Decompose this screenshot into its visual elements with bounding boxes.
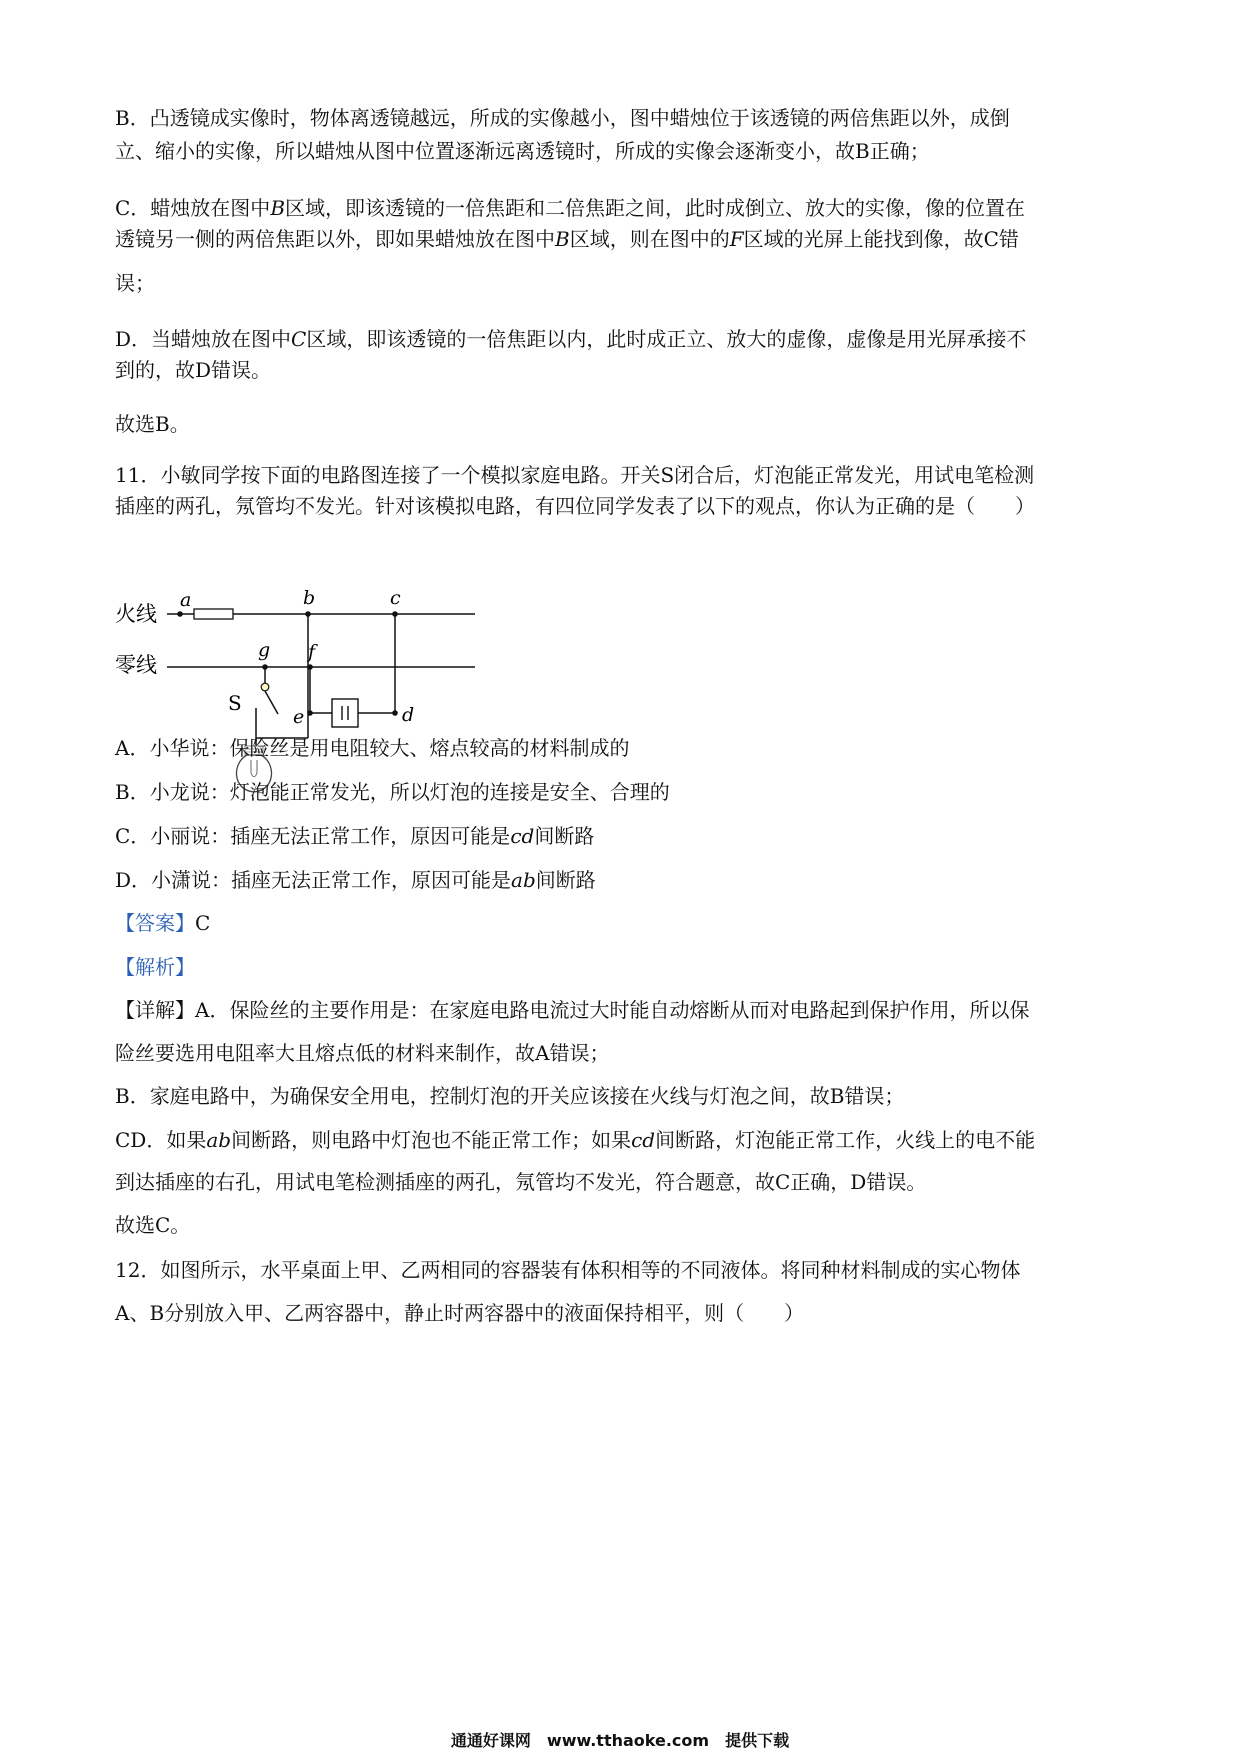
point-e-label: e [293, 706, 305, 728]
detail-line-1: 【详解】A．保险丝的主要作用是：在家庭电路电流过大时能自动熔断从而对电路起到保护作用，所以保 [115, 998, 1030, 1022]
paragraph: 故选B。 [115, 412, 190, 436]
point-f-label: f [308, 641, 316, 663]
paragraph: 到的，故D错误。 [115, 358, 272, 382]
socket [332, 699, 358, 727]
analysis-heading: 【解析】 [115, 955, 195, 979]
paragraph: C．蜡烛放在图中B区域，即该透镜的一倍焦距和二倍焦距之间，此时成倒立、放大的实像，像的位置在 [115, 196, 1026, 220]
point-d-label: d [402, 704, 415, 726]
answer: 【答案】C [115, 911, 211, 935]
option-c: C．小丽说：插座无法正常工作，原因可能是cd间断路 [115, 824, 595, 848]
detail-line-6: 故选C。 [115, 1213, 191, 1237]
footer-source: 通通好课网 www.tthaoke.com 提供下载 [450, 1731, 790, 1750]
question-12-line-2: A、B分别放入甲、乙两容器中，静止时两容器中的液面保持相平，则（ ） [115, 1301, 805, 1325]
detail-line-3: B．家庭电路中，为确保安全用电，控制灯泡的开关应该接在火线与灯泡之间，故B错误； [115, 1084, 905, 1108]
switch-pivot [261, 683, 269, 691]
detail-line-4: CD．如果ab间断路，则电路中灯泡也不能正常工作；如果cd间断路，灯泡能正常工作，火线上的电不能 [115, 1128, 1036, 1152]
option-b: B．小龙说：灯泡能正常发光，所以灯泡的连接是安全、合理的 [115, 780, 670, 804]
paragraph: D．当蜡烛放在图中C区域，即该透镜的一倍焦距以内，此时成正立、放大的虚像，虚像是用光屏承接不 [115, 327, 1027, 351]
switch-label: S [228, 691, 242, 715]
option-a: A．小华说：保险丝是用电阻较大、熔点较高的材料制成的 [115, 736, 630, 760]
detail-line-2: 险丝要选用电阻率大且熔点低的材料来制作，故A错误； [115, 1041, 610, 1065]
point-d-dot [392, 710, 398, 716]
paragraph: 立、缩小的实像，所以蜡烛从图中位置逐渐远离透镜时，所成的实像会逐渐变小，故B正确； [115, 139, 930, 163]
question-11-line-2: 插座的两孔，氖管均不发光。针对该模拟电路，有四位同学发表了以下的观点，你认为正确的是（ ） [115, 494, 1035, 518]
detail-line-5: 到达插座的右孔，用试电笔检测插座的两孔，氖管均不发光，符合题意，故C正确，D错误。 [115, 1170, 927, 1194]
paragraph: 误； [115, 271, 155, 295]
paragraph: 透镜另一侧的两倍焦距以外，即如果蜡烛放在图中B区域，则在图中的F区域的光屏上能找到像，故C错 [115, 227, 1019, 251]
paragraph: B．凸透镜成实像时，物体离透镜越远，所成的实像越小，图中蜡烛位于该透镜的两倍焦距以外，成倒 [115, 106, 1010, 130]
question-12-line-1: 12．如图所示，水平桌面上甲、乙两相同的容器装有体积相等的不同液体。将同种材料制成的实心物体 [115, 1258, 1021, 1282]
question-11-line-1: 11．小敏同学按下面的电路图连接了一个模拟家庭电路。开关S闭合后，灯泡能正常发光，用试电笔检测 [115, 463, 1035, 487]
point-c-label: c [390, 587, 401, 609]
point-a-dot [177, 611, 183, 617]
point-a-label: a [180, 589, 192, 611]
fuse [194, 609, 233, 619]
neutral-wire-label: 零线 [115, 653, 157, 677]
point-g-label: g [258, 639, 271, 661]
option-d: D．小潇说：插座无法正常工作，原因可能是ab间断路 [115, 868, 596, 892]
point-b-label: b [303, 587, 316, 609]
live-wire-label: 火线 [115, 602, 157, 626]
switch-blade [265, 691, 278, 714]
